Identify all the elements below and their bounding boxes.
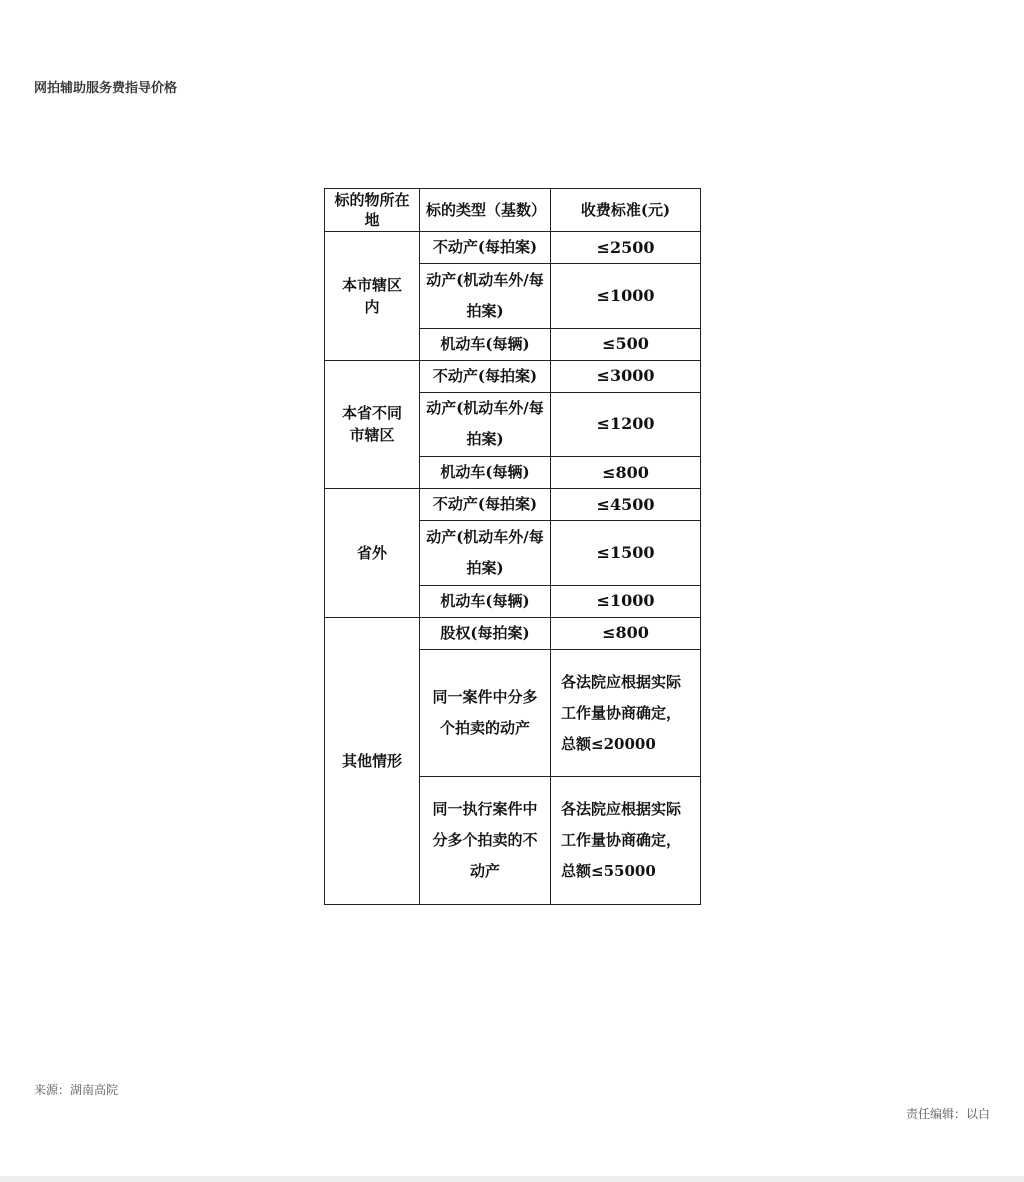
fee-table-image [324, 188, 700, 905]
fee-cell: ≤500 [551, 328, 701, 360]
type-cell: 不动产(每拍案) [420, 360, 551, 392]
page-caption: 网拍辅助服务费指导价格 [34, 81, 178, 96]
location-cell: 本省不同市辖区 [325, 360, 420, 489]
source-credit: 来源：湖南高院 [34, 1083, 119, 1097]
fee-cell: ≤1000 [551, 264, 701, 328]
type-cell: 股权(每拍案) [420, 617, 551, 649]
type-cell: 动产(机动车外/每拍案) [420, 264, 551, 328]
header-fee: 收费标准(元) [551, 189, 701, 232]
type-cell: 机动车(每辆) [420, 328, 551, 360]
fee-cell: ≤2500 [551, 232, 701, 264]
location-cell: 本市辖区内 [325, 232, 420, 361]
fee-cell: ≤1500 [551, 521, 701, 585]
fee-cell: 各法院应根据实际工作量协商确定，总额≤55000 [551, 777, 701, 905]
bottom-divider [0, 1176, 1024, 1182]
table-header-row [325, 189, 701, 232]
fee-cell: ≤1000 [551, 585, 701, 617]
fee-table [324, 188, 701, 905]
table-row [325, 617, 701, 649]
table-row [325, 489, 701, 521]
type-cell: 机动车(每辆) [420, 585, 551, 617]
header-type: 标的类型（基数） [420, 189, 551, 232]
fee-cell: 各法院应根据实际工作量协商确定，总额≤20000 [551, 649, 701, 777]
type-cell: 同一案件中分多个拍卖的动产 [420, 649, 551, 777]
fee-cell: ≤1200 [551, 392, 701, 456]
type-cell: 机动车(每辆) [420, 457, 551, 489]
table-row [325, 232, 701, 264]
type-cell: 动产(机动车外/每拍案) [420, 392, 551, 456]
fee-cell: ≤800 [551, 617, 701, 649]
fee-cell: ≤4500 [551, 489, 701, 521]
type-cell: 不动产(每拍案) [420, 489, 551, 521]
location-cell: 省外 [325, 489, 420, 618]
fee-cell: ≤800 [551, 457, 701, 489]
type-cell: 同一执行案件中分多个拍卖的不动产 [420, 777, 551, 905]
table-row [325, 360, 701, 392]
type-cell: 不动产(每拍案) [420, 232, 551, 264]
fee-cell: ≤3000 [551, 360, 701, 392]
editor-credit: 责任编辑：以白 [905, 1107, 990, 1121]
type-cell: 动产(机动车外/每拍案) [420, 521, 551, 585]
location-cell: 其他情形 [325, 617, 420, 904]
header-location: 标的物所在地 [325, 189, 420, 232]
